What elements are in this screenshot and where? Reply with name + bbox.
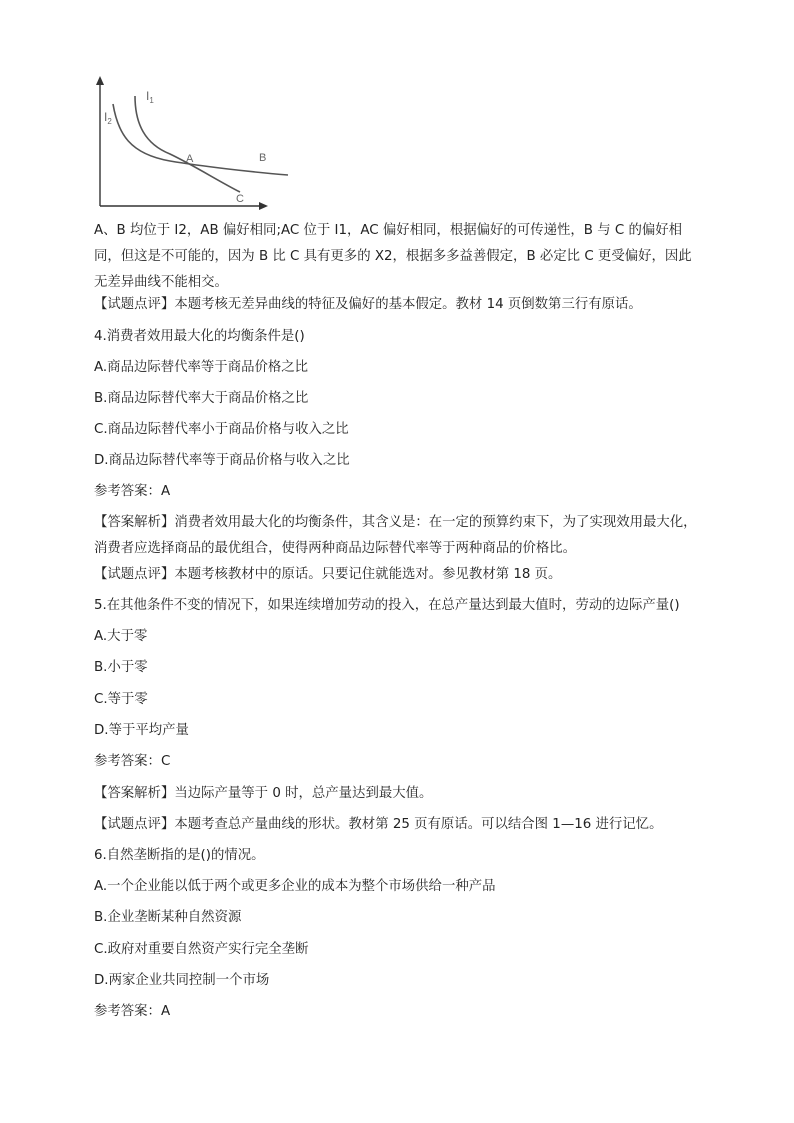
- label-point-a: A: [186, 153, 194, 165]
- comment-q3: 【试题点评】本题考核无差异曲线的特征及偏好的基本假定。教材 14 页倒数第三行有原话。: [94, 297, 642, 312]
- indifference-curve-figure: [90, 74, 300, 214]
- x-axis-arrow: [259, 202, 268, 210]
- curve-i1: [135, 96, 240, 192]
- q6-option-c: C.政府对重要自然资产实行完全垄断: [94, 942, 309, 957]
- q6-option-d: D.两家企业共同控制一个市场: [94, 973, 270, 988]
- q4-option-c: C.商品边际替代率小于商品价格与收入之比: [94, 422, 349, 437]
- curve-i2: [113, 104, 288, 175]
- q5-option-c: C.等于零: [94, 692, 148, 707]
- q6-option-b: B.企业垄断某种自然资源: [94, 910, 242, 925]
- q4-analysis: 【答案解析】消费者效用最大化的均衡条件，其含义是：在一定的预算约束下，为了实现效用最大化，消费者应选择商品的最优组合，使得两种商品边际替代率等于两种商品的价格比。: [94, 515, 697, 556]
- explanation-paragraph: A、B 均位于 I2，AB 偏好相同;AC 位于 I1，AC 偏好相同，根据偏好的可传递性，B 与 C 的偏好相同，但这是不可能的，因为 B 比 C 具有更多的 X2，根据多多益善假定，B 必定比 C 更受偏好，因此无差异曲线不能相交。: [94, 223, 692, 290]
- q4-comment: 【试题点评】本题考核教材中的原话。只要记住就能选对。参见教材第 18 页。: [94, 567, 562, 582]
- label-point-b: B: [259, 152, 267, 164]
- label-i2: $I_2$: [104, 110, 112, 126]
- q5-comment: 【试题点评】本题考查总产量曲线的形状。教材第 25 页有原话。可以结合图 1—16 进行记忆。: [94, 817, 663, 832]
- question-5: 5.在其他条件不变的情况下，如果连续增加劳动的投入，在总产量达到最大值时，劳动的边际产量(): [94, 598, 680, 613]
- question-4: 4.消费者效用最大化的均衡条件是(): [94, 329, 305, 344]
- q5-option-d: D.等于平均产量: [94, 723, 189, 738]
- q5-option-a: A.大于零: [94, 629, 148, 644]
- q6-answer: 参考答案：A: [94, 1004, 171, 1019]
- q4-option-b: B.商品边际替代率大于商品价格之比: [94, 391, 309, 406]
- q4-option-d: D.商品边际替代率等于商品价格与收入之比: [94, 453, 350, 468]
- q4-answer: 参考答案：A: [94, 484, 171, 499]
- q5-option-b: B.小于零: [94, 660, 148, 675]
- q5-analysis: 【答案解析】当边际产量等于 0 时，总产量达到最大值。: [94, 786, 433, 801]
- question-6: 6.自然垄断指的是()的情况。: [94, 848, 265, 863]
- label-point-c: C: [236, 193, 244, 205]
- figure-canvas: [90, 74, 300, 214]
- label-i1: $I_1$: [146, 89, 154, 105]
- q4-option-a: A.商品边际替代率等于商品价格之比: [94, 360, 309, 375]
- y-axis-arrow: [96, 76, 104, 85]
- q5-answer: 参考答案：C: [94, 754, 171, 769]
- q6-option-a: A.一个企业能以低于两个或更多企业的成本为整个市场供给一种产品: [94, 879, 496, 894]
